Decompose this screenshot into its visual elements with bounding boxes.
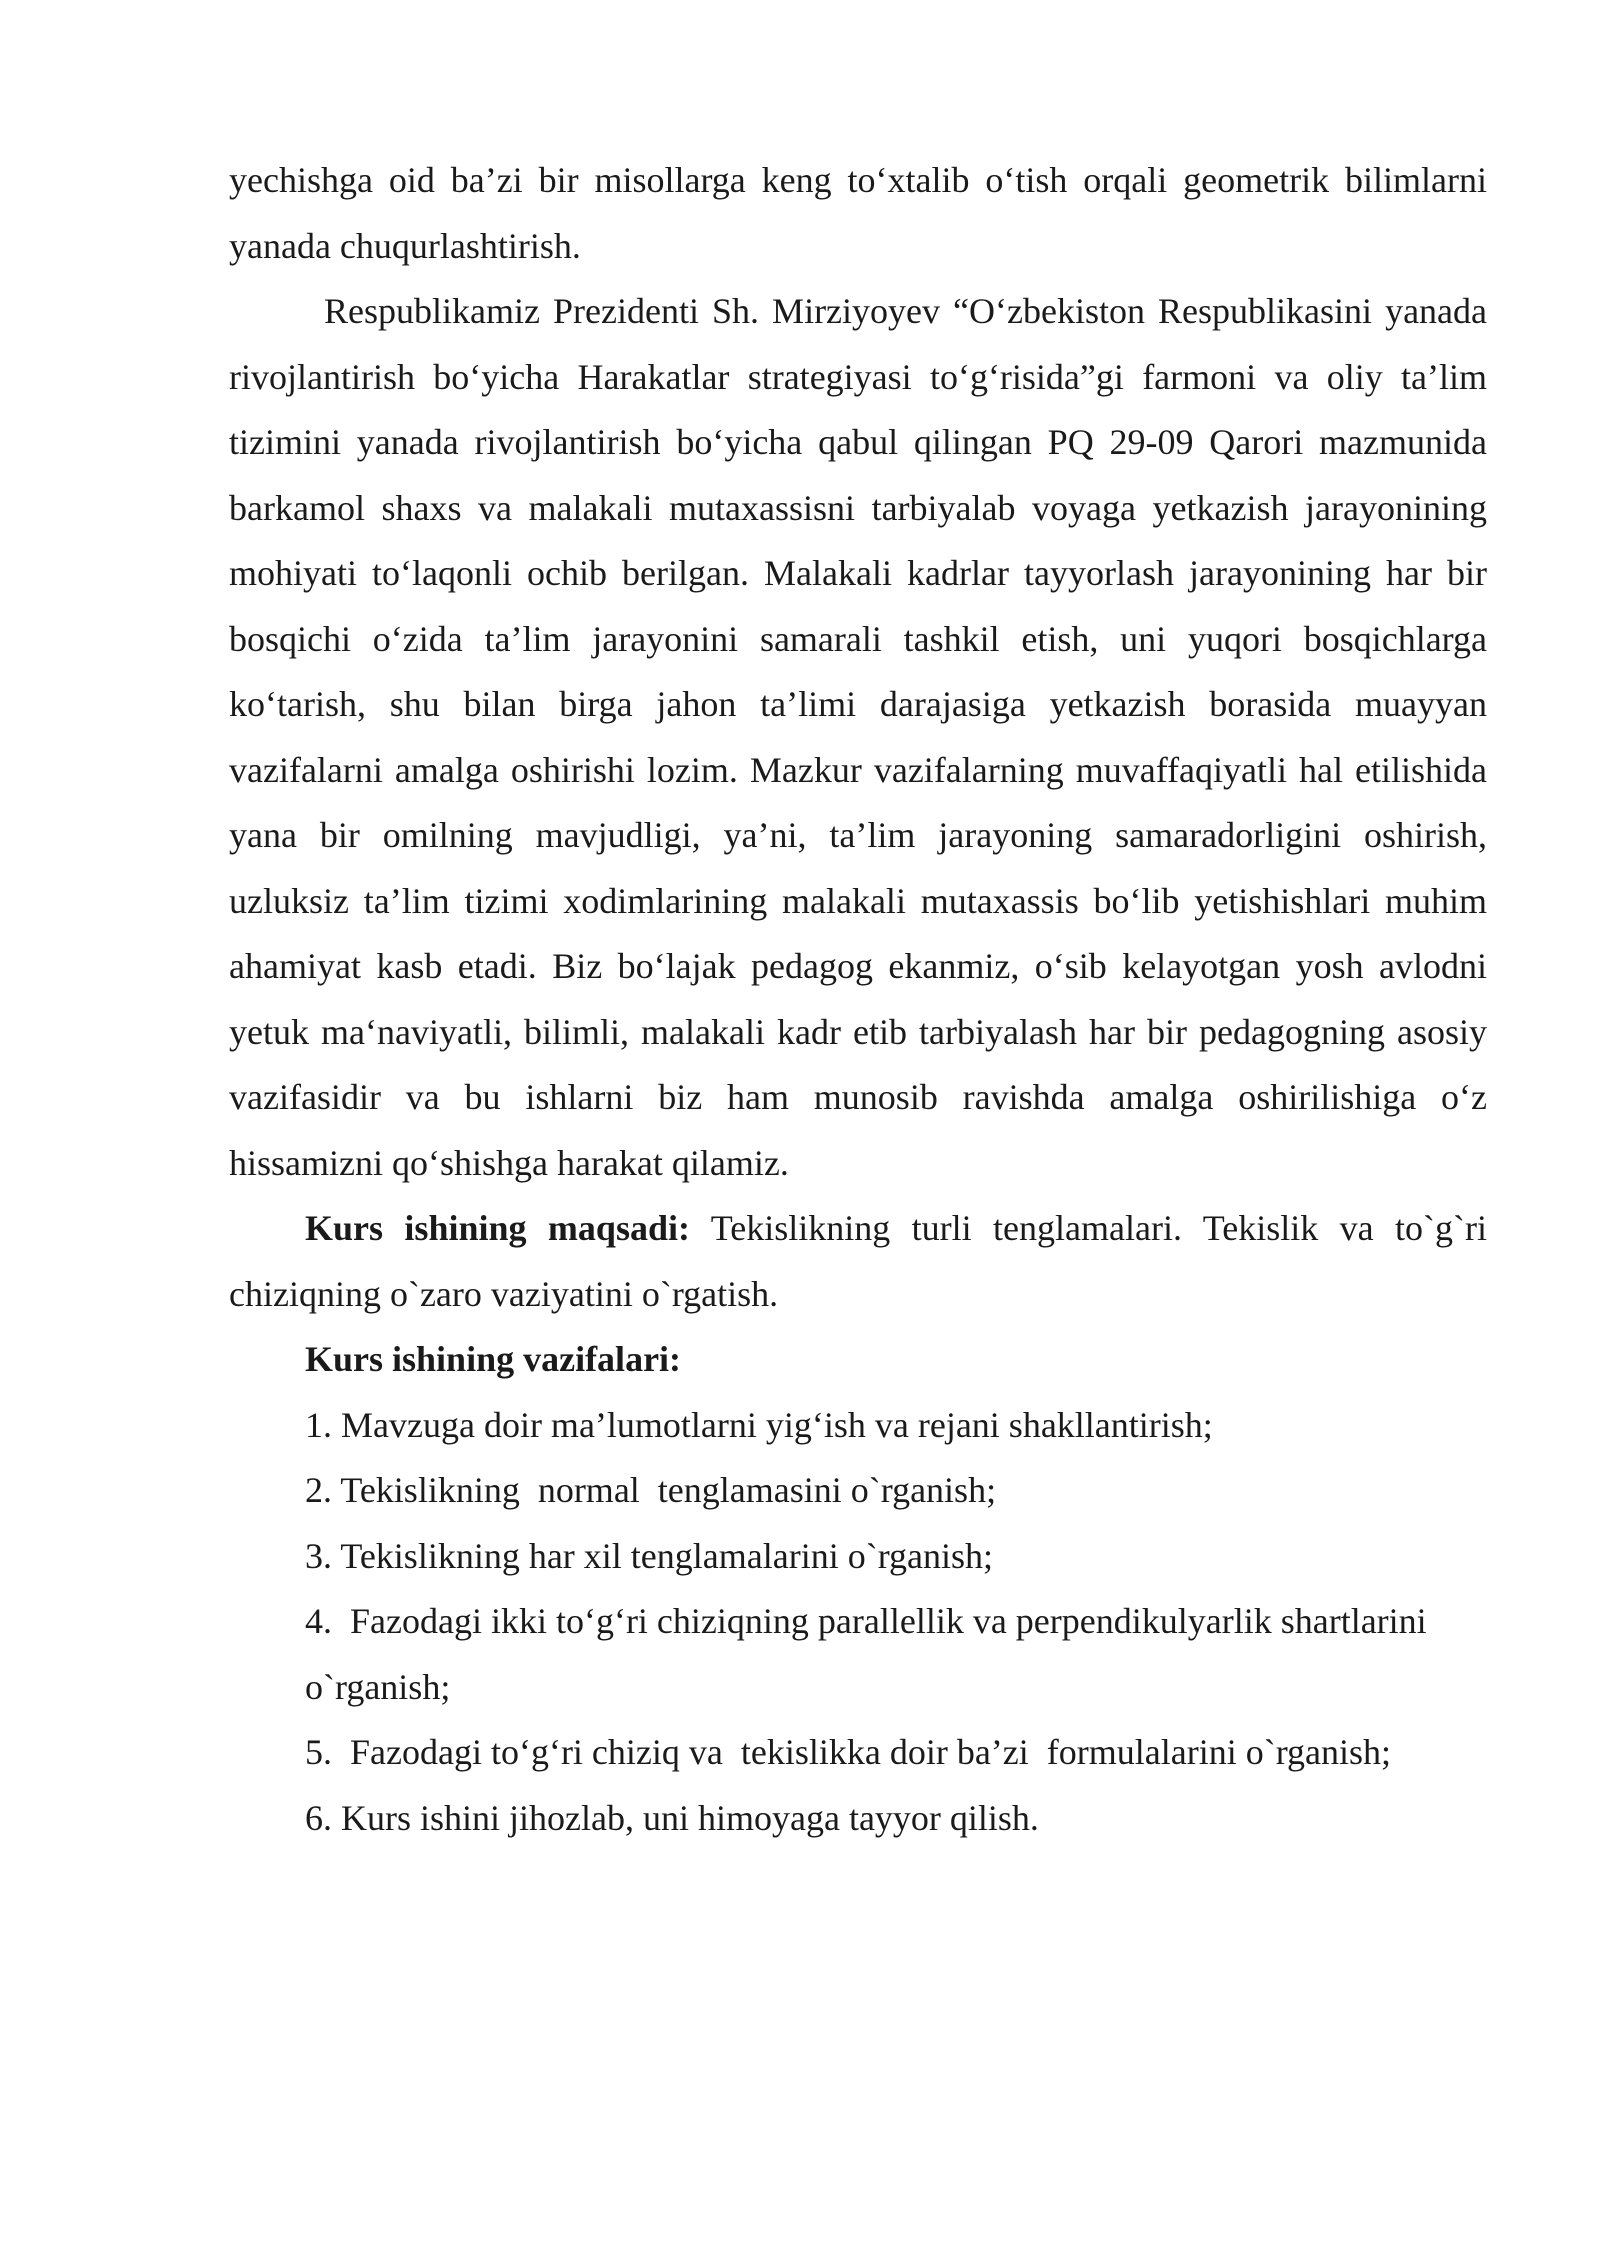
course-goal-label: Kurs ishining maqsadi:	[305, 1208, 690, 1248]
document-page	[229, 148, 1487, 1851]
president-decree-paragraph: Respublikamiz Prezidenti Sh. Mirziyoyev “O‘zbekiston Respublikasini yanada rivojlantirish bo‘yicha Harakatlar strategiyasi to‘g‘risida”gi farmoni va oliy ta’lim tizimini yanada rivojlantirish bo‘yicha qabul qilingan PQ 29-09 Qarori mazmunida barkamol shaxs va malakali mutaxassisni tarbiyalab voyaga yetkazish jarayonining mohiyati to‘laqonli ochib berilgan. Malakali kadrlar tayyorlash jarayonining har bir bosqichi o‘zida ta’lim jarayonini samarali tashkil etish, uni yuqori bosqichlarga ko‘tarish, shu bilan birga jahon ta’limi darajasiga yetkazish borasida muayyan vazifalarni amalga oshirishi lozim. Mazkur vazifalarning muvaffaqiyatli hal etilishida yana bir omilning mavjudligi, ya’ni, ta’lim jarayoning samaradorligini oshirish, uzluksiz ta’lim tizimi xodimlarining malakali mutaxassis bo‘lib yetishishlari muhim ahamiyat kasb etadi. Biz bo‘lajak pedagog ekanmiz, o‘sib kelayotgan yosh avlodni yetuk ma‘naviyatli, bilimli, malakali kadr etib tarbiyalash har bir pedagogning asosiy vazifasidir va bu ishlarni biz ham munosib ravishda amalga oshirilishiga o‘z hissamizni qo‘shishga harakat qilamiz.	[229, 291, 1487, 1183]
task-item-5: 5. Fazodagi to‘g‘ri chiziq va tekislikka doir ba’zi formulalarini o`rganish;	[305, 1732, 1392, 1772]
intro-continuation-paragraph: yechishga oid ba’zi bir misollarga keng to‘xtalib o‘tish orqali geometrik bilimlarni yanada chuqurlashtirish.	[229, 160, 1487, 266]
task-item-1: 1. Mavzuga doir ma’lumotlarni yig‘ish va rejani shakllantirish;	[305, 1404, 1213, 1445]
task-item-6: 6. Kurs ishini jihozlab, uni himoyaga tayyor qilish.	[305, 1797, 1039, 1838]
task-item-3: 3. Tekislikning har xil tenglamalarini o`rganish;	[305, 1535, 994, 1576]
task-item-4: 4. Fazodagi ikki to‘g‘ri chiziqning parallellik va perpendikulyarlik shartlarini o`rganish;	[305, 1601, 1436, 1707]
course-goal-text: Tekislikning turli tenglamalari. Tekislik va to`g`ri chiziqning o`zaro vaziyatini o`rgatish.	[229, 1208, 1487, 1314]
task-item-2: 2. Tekislikning normal tenglamasini o`rganish;	[305, 1470, 997, 1510]
course-tasks-heading: Kurs ishining vazifalari:	[305, 1339, 682, 1379]
course-goal-paragraph	[229, 1196, 1487, 1327]
